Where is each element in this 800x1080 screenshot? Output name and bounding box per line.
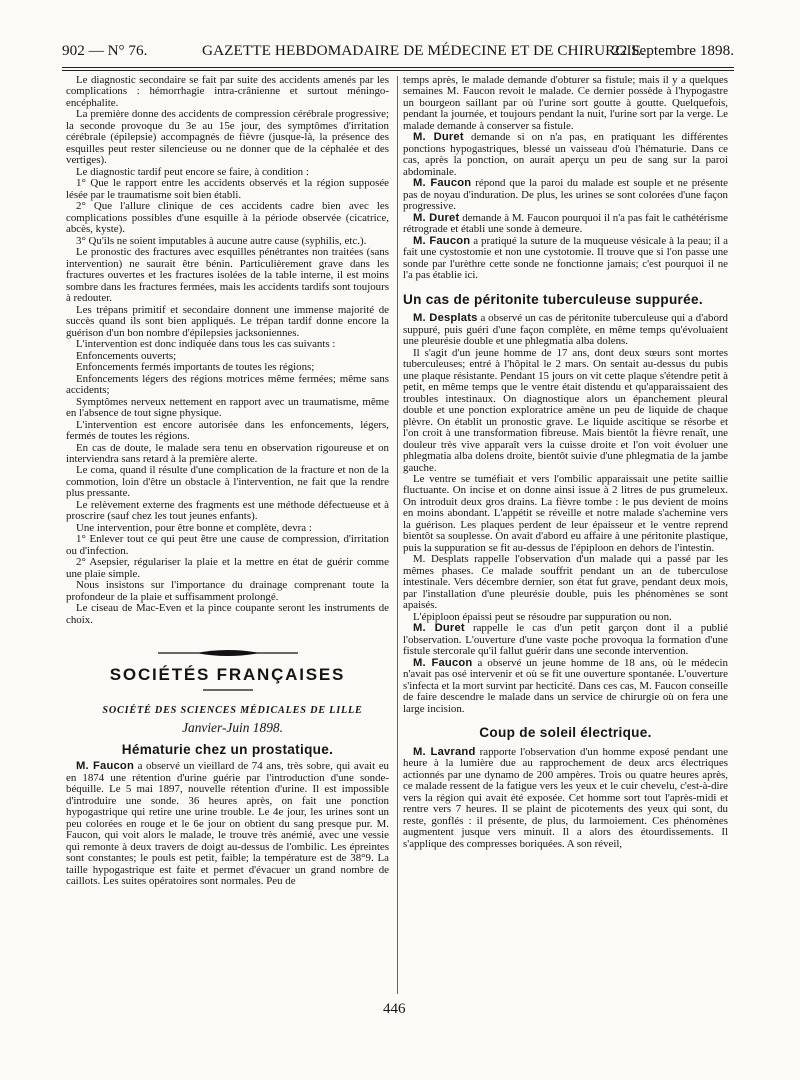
page-number-issue: 902 — N° 76. — [62, 42, 148, 59]
speaker-name: M. Desplats — [413, 312, 478, 325]
article-title: Un cas de péritonite tuberculeuse suppurée. — [403, 291, 703, 307]
ornamental-rule-icon — [158, 646, 298, 660]
paragraph: Le pronostic des fractures avec esquilles pénétrantes non traitées (sans intervention) ne saurait être bénin. Particulièrement grave dans les fractures ouvertes et les fractures isolées de la table interne, il est moins sombre dans les fractures fermées, mais les accidents tardifs sont toujours à redouter. — [66, 246, 389, 305]
paragraph — [403, 623, 728, 657]
column-divider — [397, 76, 398, 994]
paragraph: 1° Enlever tout ce qui peut être une cause de compression, d'irritation ou d'infection. — [66, 533, 389, 557]
speaker-name: M. Faucon — [413, 234, 471, 247]
paragraph: Enfoncements ouverts; — [76, 349, 177, 362]
paragraph: Il s'agit d'un jeune homme de 17 ans, dont deux sœurs sont mortes tuberculeuses; entré à l'hôpital le 2 mars. On sentait au-dessus du pubis une plaque résistante. Pendant 15 jours on vit cette plaque s'étendre petit à petit, en même temps que le ventre était distendu et qu'apparaissaient des troubles intestinaux. On diagnostique alors un épanchement pleural double et une ponction exploratrice amène un peu de liquide de chaque plèvre. On établit un pronostic grave. Le liquide ascitique se résorbe et l'on croit à une transformation fibreuse. Mais bientôt la fièvre renaît, une douleur très vive apparaît vers la cuisse droite et l'on voit évoluer une phlegmatia alba dolens droite, bientôt suivie d'une phlegmatia de la jambe gauche. — [403, 346, 728, 474]
paragraph: Le ciseau de Mac-Even et la pince coupante seront les instruments de choix. — [66, 602, 389, 626]
society-name: SOCIÉTÉ DES SCIENCES MÉDICALES DE LILLE — [102, 704, 363, 716]
speaker-name: M. Duret — [413, 131, 464, 144]
journal-title: GAZETTE HEBDOMADAIRE DE MÉDECINE ET DE CHIRURGIE. — [202, 42, 645, 59]
speaker-name: M. Duret — [413, 211, 460, 224]
issue-date: 22 Septembre 1898. — [612, 42, 734, 59]
short-rule-icon — [203, 684, 253, 696]
paragraph-text: répond que la paroi du malade est souple et ne présente pas de noyau d'induration. De plus, les urines se sont colorées d'une façon progressive. — [403, 177, 728, 213]
paragraph — [403, 658, 728, 715]
speaker-name: M. Lavrand — [413, 745, 476, 758]
header-rule — [62, 67, 734, 68]
paragraph — [403, 132, 728, 178]
paragraph — [403, 747, 728, 850]
left-column — [66, 75, 389, 888]
paragraph-text: rappelle le cas d'un petit garçon dont il a publié l'observation. L'ouverture d'une vaste poche provoqua la formation d'une fistule stercorale qu'il fallut guérir dans une seconde intervention. — [403, 622, 728, 658]
paragraph: 2° Asepsier, régulariser la plaie et la mettre en état de guérir comme une plaie simple. — [66, 556, 389, 580]
paragraph: La première donne des accidents de compression cérébrale progressive; la seconde provoque du 3e au 15e jour, des symptômes d'irritation cérébrale (épilepsie) accompagnés de fièvre (jusque-là, la présence des esquilles peut rester silencieuse ou ne donner que de la céphalée et des vertiges). — [66, 108, 389, 167]
paragraph: 2° Que l'allure clinique de ces accidents cadre bien avec les complications possibles d'une esquille à la période observée (cicatrice, abcès, kyste). — [66, 200, 389, 236]
paragraph — [66, 761, 389, 887]
paragraph-text: a pratiqué la suture de la muqueuse vésicale à la peau; il a fait une cystostomie et non une cystotomie. Il trouve que si l'on passe une sonde par l'urèthre cette sonde ne fonctionne jamais; c'est pourquoi il ne l'a pas établie ici. — [403, 234, 728, 282]
speaker-name: M. Duret — [413, 622, 465, 635]
article-title: Hématurie chez un prostatique. — [121, 741, 334, 757]
paragraph: temps après, le malade demande d'obturer sa fistule; mais il y a quelques semaines M. Faucon revoit le malade. Ce dernier possède à l'hypogastre un bourgeon saillant par où l'urine sort goutte à goutte. Quelquefois, pendant la journée, et toujours pendant la nuit, l'urine sort par la verge. Le malade demande à conserver sa fistule. — [403, 74, 728, 132]
paragraph — [403, 178, 728, 212]
paragraph: 1° Que le rapport entre les accidents observés et la région supposée lésée par le traumatisme soit bien établi. — [66, 177, 389, 201]
paragraph-text: rapporte l'observation d'un homme exposé pendant une heure à la lumière due au rapprochement de deux arcs électriques actionnés par une dynamo de 200 ampères. Trois ou quatre heures après, ce malade ressent de la fatigue vers les yeux et le cuir chevelu, c'est-à-dire vers la région qui avait été exposée. Cet homme sort tout l'après-midi et rentre vers 7 heures. Il se plaint de picotements des yeux qui sont, du reste, gonflés : il présente, de plus, du larmoiement. Ces phénomènes augmentent jusque vers minuit. Il a alors des étourdissements. Il s'applique des compresses boriquées. A son réveil, — [403, 745, 728, 850]
paragraph-text: demande si on n'a pas, en pratiquant les différentes ponctions hypogastriques, blessé un vaisseau d'où l'hématurie. Dans ce cas, après la ponction, on aurait aperçu un peu de sang sur la paroi abdominale. — [403, 131, 728, 178]
paragraph-text: demande à M. Faucon pourquoi il n'a pas fait le cathétérisme rétrograde et établi une sonde à demeure. — [403, 211, 728, 236]
paragraph: Les trépans primitif et secondaire donnent une immense majorité de succès quand ils sont bien appliqués. Le trépan tardif donne encore la guérison d'un bon nombre d'épilepsies jacksoniennes. — [66, 303, 389, 339]
paragraph: L'intervention est donc indiquée dans tous les cas suivants : — [76, 338, 336, 351]
paragraph: Une intervention, pour être bonne et complète, devra : — [76, 521, 312, 534]
speaker-name: M. Faucon — [413, 177, 472, 190]
paragraph: Le diagnostic secondaire se fait par suite des accidents amenés par les complications : hémorrhagie intra-crânienne et surtout méningo-encéphalite. — [66, 74, 389, 109]
paragraph: 3° Qu'ils ne soient imputables à aucune autre cause (syphilis, etc.). — [76, 234, 367, 247]
paragraph: L'intervention est encore autorisée dans les enfoncements, légers, fermés de toutes les régions. — [66, 418, 389, 443]
paragraph: Le ventre se tuméfiait et vers l'ombilic apparaissait une petite saillie fluctuante. On incise et on donne ainsi issue à 2 litres de pus grumeleux. On introduit deux gros drains. La fièvre tombe : le pus devient de moins en moins abondant. L'appétit se réveille et notre malade s'achemine vers la guérison. Les plaques perdent de leur épaisseur et le ventre reprend bientôt sa souplesse. On avait d'abord eu affaire à une péritonite plastique, puis la suppuration se fit au-dessus de l'épiploon en dehors de l'intestin. — [403, 472, 728, 554]
paragraph — [403, 236, 728, 282]
paragraph: Le diagnostic tardif peut encore se faire, à condition : — [76, 165, 309, 178]
paragraph-text: a observé un cas de péritonite tuberculeuse qui a d'abord suppuré, puis guéri d'une façon complète, en même temps qu'évoluaient une pleurésie double et une phlegmatia alba dolens. — [403, 312, 728, 348]
article-title: Coup de soleil électrique. — [479, 725, 652, 741]
paragraph: Nous insistons sur l'importance du drainage comprenant toute la profondeur de la plaie et suffisamment prolongé. — [66, 579, 389, 603]
paragraph: Enfoncements légers des régions motrices même fermées; même sans accidents; — [66, 372, 389, 397]
paragraph: M. Desplats rappelle l'observation d'un malade qui a passé par les mêmes phases. Ce malade souffrit pendant un an de tuberculose intestinale. Vers décembre dernier, son état fut grave, pendant deux mois, par l'installation d'une pleurésie double, puis les phénomènes se sont apaisés. — [403, 553, 728, 612]
paragraph: En cas de doute, le malade sera tenu en observation rigoureuse et on interviendra sans retard à la première alerte. — [66, 441, 389, 465]
section-title: SOCIÉTÉS FRANÇAISES — [109, 665, 346, 685]
page-folio: 446 — [383, 1001, 406, 1017]
running-header — [62, 42, 734, 64]
paragraph — [403, 313, 728, 347]
paragraph: Le relèvement externe des fragments est une méthode défectueuse et à proscrire (sauf chez les tout jeunes enfants). — [66, 498, 389, 523]
paragraph: Le coma, quand il résulte d'une complication de la fracture et non de la commotion, loin d'être un obstacle à l'intervention, ne fait que la rendre plus pressante. — [66, 464, 389, 500]
paragraph: Symptômes nerveux nettement en rapport avec un traumatisme, même en l'absence de tout signe physique. — [66, 395, 389, 420]
speaker-name: M. Faucon — [413, 656, 473, 669]
speaker-name: M. Faucon — [76, 760, 134, 773]
right-column — [403, 75, 728, 850]
paragraph: Enfoncements fermés importants de toutes les régions; — [76, 361, 315, 374]
paragraph — [403, 213, 728, 236]
header-rule-double — [62, 70, 734, 71]
paragraph-text: a observé un jeune homme de 18 ans, où le médecin n'avait pas osé intervenir et où se fit une ouverture spontanée. L'ouverture s'infecta et la mort survint par hecticité. Dans ces cas, M. Faucon conseille de faire descendre le malade dans un service de chirurgie où on fera une large incision. — [403, 656, 728, 715]
session-dates: Janvier-Juin 1898. — [182, 720, 283, 736]
paragraph-text: a observé un vieillard de 74 ans, très sobre, qui avait eu en 1874 une rétention d'urine guérie par l'introduction d'une sonde-béquille. Le 5 mai 1897, nouvelle rétention d'urine. Il est impossible d'introduire une sonde. 36 heures après, on fait une ponction hypogastrique qui retire une urine trouble. Le 4e jour, les urines sont un peu colorées en rouge et le 6e jour on obtient du sang presque pur. M. Faucon, qui voit alors le malade, le trouve très anémié, avec une vessie qui remonte à deux travers de doigt au-dessus de l'ombilic. Les épreintes sont constantes; le pouls est petit, faible; la température est de 38°9. La taille hypogastrique est faite et permet d'évacuer un grand nombre de caillots. Les suites opératoires sont normales. Peu de — [66, 760, 389, 888]
paragraph: L'épiploon épaissi peut se résoudre par suppuration ou non. — [413, 610, 672, 623]
